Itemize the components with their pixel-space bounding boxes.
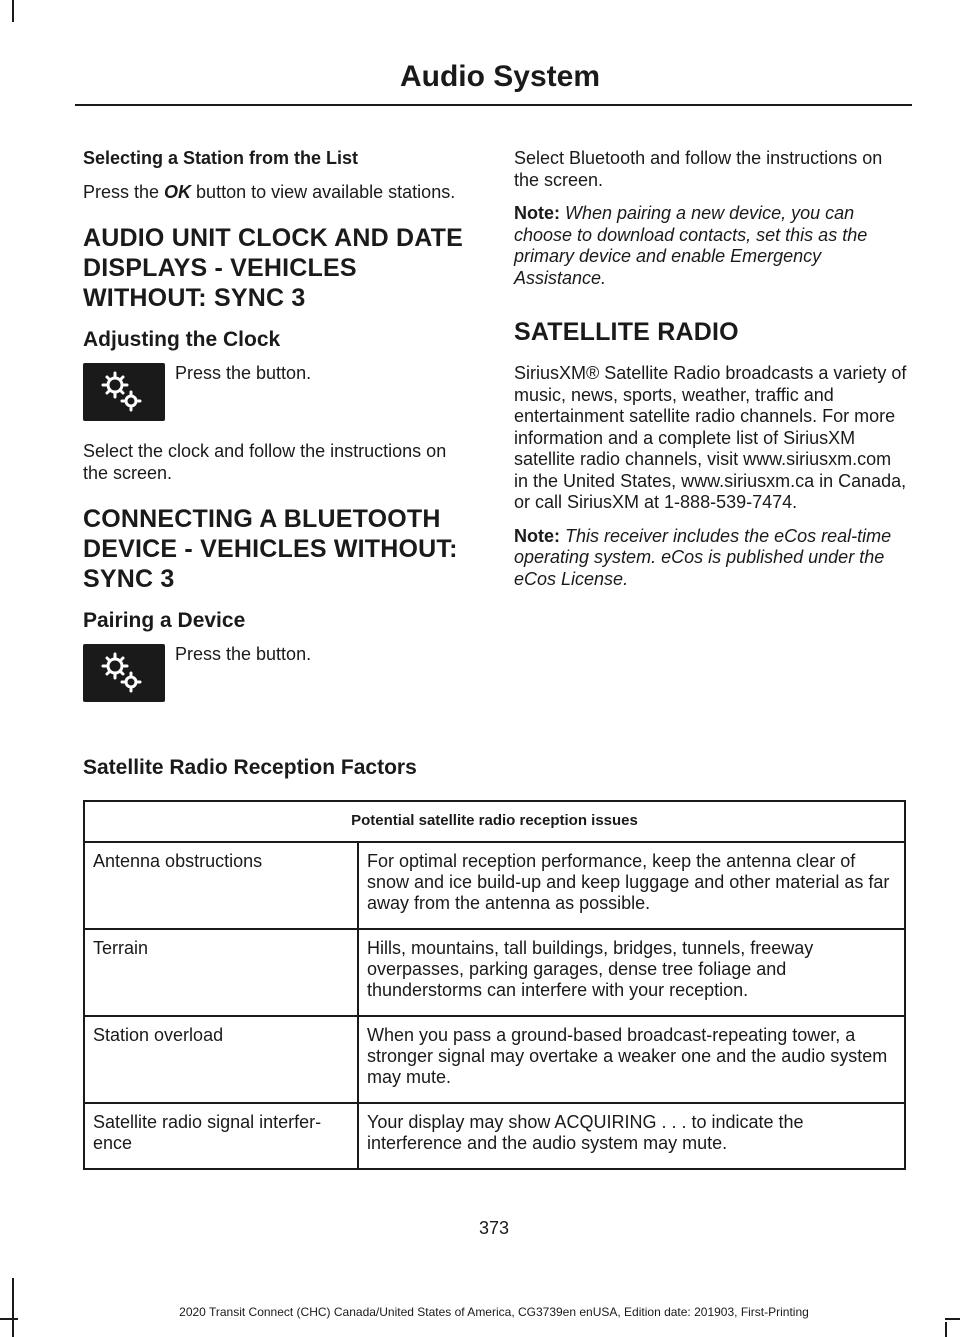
text: Press the — [83, 181, 165, 202]
text: button to view available stations. — [191, 181, 456, 202]
note-label: Note: — [514, 525, 560, 546]
note-text: When pairing a new device, you can choose to download contacts, set this as the primary device and enable Emergency Assistance. — [514, 203, 868, 288]
subheading-station-list: Selecting a Station from the List — [83, 148, 359, 168]
paragraph-ok-button — [83, 182, 475, 204]
note-label: Note: — [514, 203, 560, 223]
ok-label: OK — [164, 181, 192, 202]
press-button-text: Press the button. — [175, 363, 312, 383]
description-cell: When you pass a ground-based broadcast-repeating tower, a stronger signal may overtake a weaker one and the audio system may mute. — [358, 1016, 905, 1103]
heading-line: DISPLAYS - VEHICLES — [83, 254, 357, 282]
settings-gear-icon — [83, 644, 165, 702]
crop-mark — [945, 1322, 947, 1337]
heading-line: AUDIO UNIT CLOCK AND DATE — [83, 224, 463, 252]
note-ecos — [514, 526, 910, 591]
footer-edition-info: 2020 Transit Connect (CHC) Canada/United States of America, CG3739en enUSA, Edition date: 201903, First-Printing — [179, 1305, 809, 1319]
settings-gear-icon — [83, 363, 165, 421]
left-column — [83, 148, 475, 722]
table-row — [84, 1103, 905, 1169]
table-header: Potential satellite radio reception issues — [84, 801, 905, 842]
heading-clock-date — [83, 223, 475, 313]
subheading-adjust-clock: Adjusting the Clock — [83, 328, 281, 351]
reception-issues-table — [83, 800, 906, 1170]
table-row — [84, 1016, 905, 1103]
heading-bluetooth — [83, 504, 475, 594]
icon-instruction — [83, 363, 475, 427]
heading-satellite-radio: SATELLITE RADIO — [514, 318, 739, 346]
header-divider — [75, 104, 912, 106]
heading-line: SYNC 3 — [83, 565, 175, 593]
issue-cell: Station overload — [84, 1016, 358, 1103]
press-button-text: Press the button. — [175, 644, 312, 664]
paragraph-bluetooth: Select Bluetooth and follow the instructions on the screen. — [514, 148, 883, 190]
issue-cell: Terrain — [84, 929, 358, 1016]
right-column — [514, 148, 910, 602]
heading-reception-factors: Satellite Radio Reception Factors — [83, 756, 417, 779]
subheading-pairing: Pairing a Device — [83, 609, 246, 632]
note-text: This receiver includes the eCos real-time operating system. eCos is published under the eCos License. — [514, 525, 892, 589]
description-cell: For optimal reception performance, keep the antenna clear of snow and ice build-up and keep luggage and other material as far away from the antenna as possible. — [358, 842, 905, 929]
paragraph-clock: Select the clock and follow the instructions on the screen. — [83, 441, 447, 483]
issue-cell: Antenna obstructions — [84, 842, 358, 929]
issue-cell: Satellite radio signal interfer-ence — [84, 1103, 358, 1169]
heading-line: DEVICE - VEHICLES WITHOUT: — [83, 535, 458, 563]
description-cell: Hills, mountains, tall buildings, bridges, tunnels, freeway overpasses, parking garages, dense tree foliage and thunderstorms can interfere with your reception. — [358, 929, 905, 1016]
crop-mark — [12, 0, 14, 22]
note-pairing — [514, 203, 910, 289]
table-row — [84, 929, 905, 1016]
description-cell: Your display may show ACQUIRING . . . to indicate the interference and the audio system may mute. — [358, 1103, 905, 1169]
paragraph-siriusxm: SiriusXM® Satellite Radio broadcasts a variety of music, news, sports, weather, traffic and entertainment satellite radio channels. For more information and a complete list of SiriusXM satellite radio channels, visit www.siriusxm.com in the United States, www.siriusxm.ca in Canada, or call SiriusXM at 1-888-539-7474. — [514, 363, 907, 512]
page-number: 373 — [478, 1218, 510, 1238]
table-row — [84, 842, 905, 929]
page-header-title: Audio System — [399, 60, 600, 93]
heading-line: WITHOUT: SYNC 3 — [83, 284, 306, 312]
heading-line: CONNECTING A BLUETOOTH — [83, 505, 441, 533]
icon-instruction — [83, 644, 475, 708]
